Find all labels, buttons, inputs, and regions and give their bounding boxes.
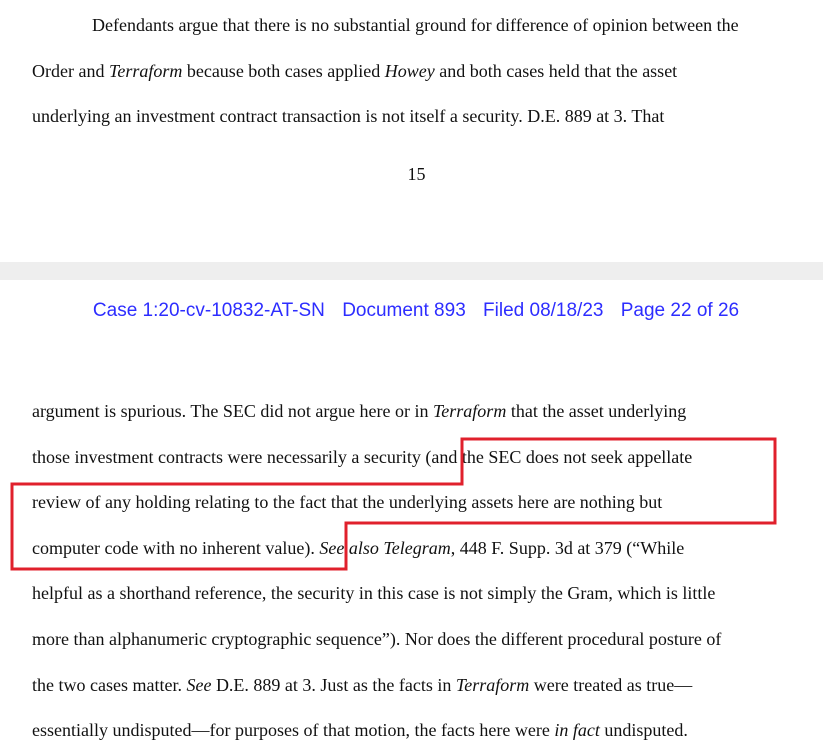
body-line: those investment contracts were necessarily a security (and the SEC does not seek appellate <box>32 447 693 467</box>
body-line: argument is spurious. The SEC did not argue here or in Terraform that the asset underlying <box>32 401 687 421</box>
page-number: 15 <box>407 164 426 184</box>
body-line: computer code with no inherent value). See also Telegram, 448 F. Supp. 3d at 379 (“While <box>32 538 685 558</box>
page-separator <box>0 262 823 280</box>
page-indicator: Page 22 of 26 <box>620 300 740 321</box>
body-line: Defendants argue that there is no substantial ground for difference of opinion between the <box>92 15 739 35</box>
document-number: Document 893 <box>342 300 466 321</box>
body-line: underlying an investment contract transaction is not itself a security. D.E. 889 at 3. That <box>32 106 665 126</box>
body-line: essentially undisputed—for purposes of that motion, the facts here were in fact undisputed. <box>32 720 688 740</box>
case-number: Case 1:20-cv-10832-AT-SN <box>92 300 325 321</box>
filed-date: Filed 08/18/23 <box>483 300 604 321</box>
case-header <box>0 300 823 322</box>
body-line: helpful as a shorthand reference, the security in this case is not simply the Gram, which is little <box>32 583 716 603</box>
body-line: the two cases matter. See D.E. 889 at 3. Just as the facts in Terraform were treated as true— <box>32 675 693 695</box>
body-line: review of any holding relating to the fact that the underlying assets here are nothing but <box>32 492 663 512</box>
previous-page <box>0 0 823 262</box>
body-line: Order and Terraform because both cases applied Howey and both cases held that the asset <box>32 61 678 81</box>
body-line: more than alphanumeric cryptographic sequence”). Nor does the different procedural posture of <box>32 629 722 649</box>
